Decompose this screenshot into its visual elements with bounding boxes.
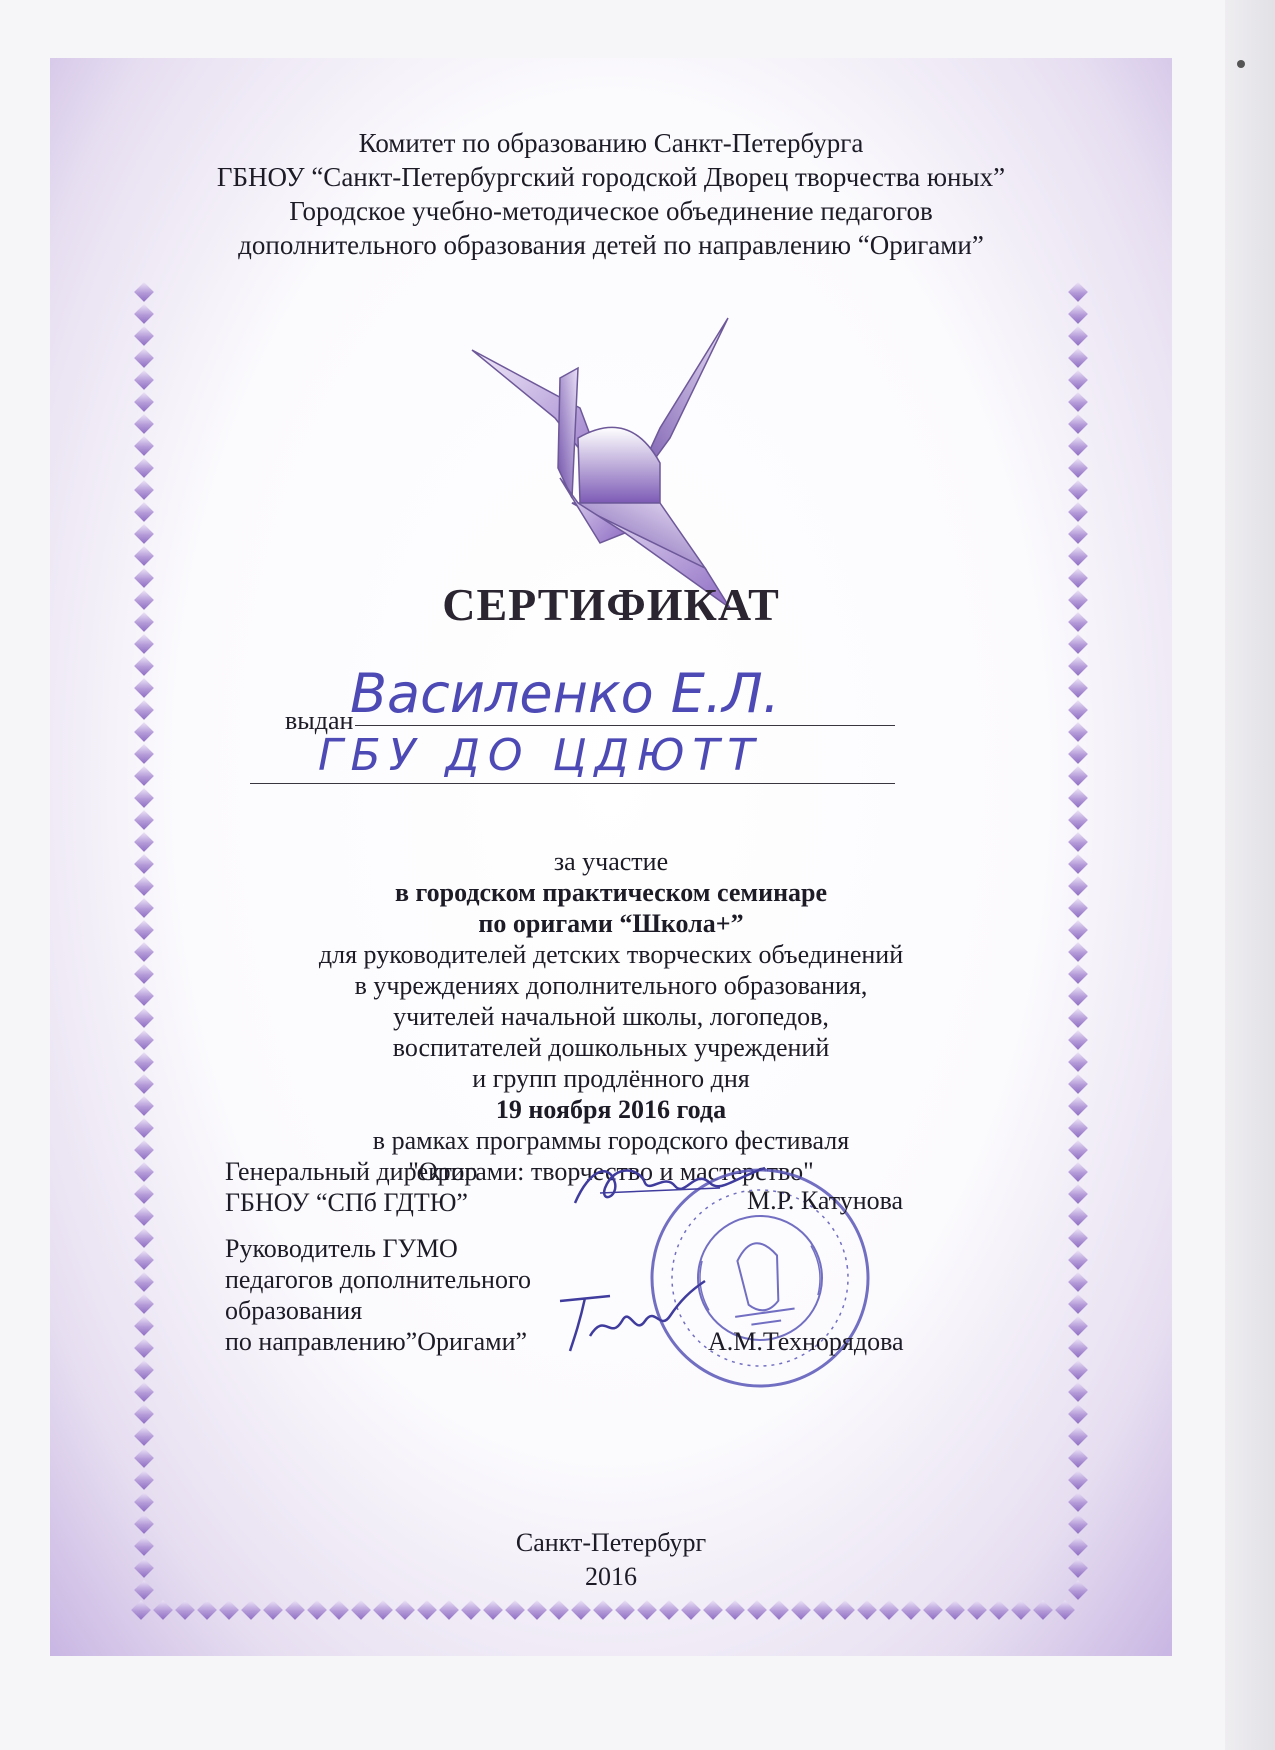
header-line-1: Комитет по образованию Санкт-Петербурга — [358, 128, 864, 158]
border-diamond — [1068, 436, 1088, 456]
head-signature — [550, 1276, 710, 1356]
border-diamond — [134, 1206, 154, 1226]
border-diamond — [263, 1600, 283, 1620]
border-diamond — [703, 1600, 723, 1620]
border-diamond — [967, 1600, 987, 1620]
border-diamond — [153, 1600, 173, 1620]
certificate-title: СЕРТИФИКАТ — [442, 579, 780, 630]
paper-edge — [1225, 0, 1275, 1750]
border-diamond — [1068, 1206, 1088, 1226]
border-diamond — [1068, 414, 1088, 434]
scan-mark — [1237, 60, 1245, 68]
border-diamond — [1068, 1470, 1088, 1490]
border-diamond — [1068, 348, 1088, 368]
border-diamond — [134, 1360, 154, 1380]
border-diamond — [1068, 766, 1088, 786]
border-diamond — [769, 1600, 789, 1620]
border-diamond — [134, 1316, 154, 1336]
border-diamond — [134, 1294, 154, 1314]
border-diamond — [1068, 634, 1088, 654]
body-line-4: для руководителей детских творческих объединений — [318, 940, 904, 969]
director-title — [225, 1156, 477, 1218]
border-diamond — [637, 1600, 657, 1620]
border-diamond — [134, 480, 154, 500]
body-line-6: учителей начальной школы, логопедов, — [393, 1002, 829, 1031]
border-diamond — [1068, 788, 1088, 808]
border-diamond — [134, 810, 154, 830]
border-diamond — [1068, 722, 1088, 742]
certificate-sheet — [50, 58, 1172, 1656]
border-diamond — [1068, 1492, 1088, 1512]
border-diamond — [134, 326, 154, 346]
border-diamond — [1068, 458, 1088, 478]
border-diamond — [1068, 700, 1088, 720]
border-diamond — [134, 1492, 154, 1512]
border-diamond — [1068, 392, 1088, 412]
director-title-line-1: Генеральный директор — [225, 1157, 478, 1186]
issued-label: выдан — [285, 706, 354, 735]
border-diamond — [351, 1600, 371, 1620]
header-line-2: ГБНОУ “Санкт-Петербургский городской Дворец творчества юных” — [216, 162, 1006, 192]
border-diamond — [329, 1600, 349, 1620]
body-line-7: воспитателей дошкольных учреждений — [392, 1033, 830, 1062]
border-diamond — [134, 414, 154, 434]
border-diamond — [134, 722, 154, 742]
border-diamond — [417, 1600, 437, 1620]
border-diamond — [1068, 1272, 1088, 1292]
border-diamond — [571, 1600, 591, 1620]
border-diamond — [134, 1250, 154, 1270]
border-diamond — [813, 1600, 833, 1620]
body-line-2: в городском практическом семинаре — [394, 878, 828, 907]
border-diamond — [134, 370, 154, 390]
border-diamond — [134, 656, 154, 676]
header-line-3: Городское учебно-методическое объединение педагогов — [289, 196, 933, 226]
border-diamond — [857, 1600, 877, 1620]
border-diamond — [1068, 810, 1088, 830]
border-diamond — [1068, 1294, 1088, 1314]
border-diamond — [439, 1600, 459, 1620]
certificate-footer — [50, 1526, 1172, 1594]
border-diamond — [131, 1600, 151, 1620]
border-diamond — [134, 304, 154, 324]
organization-underline — [250, 783, 895, 784]
border-diamond — [615, 1600, 635, 1620]
border-diamond — [1068, 1250, 1088, 1270]
border-diamond — [1068, 1382, 1088, 1402]
footer-city: Санкт-Петербург — [515, 1528, 707, 1557]
border-diamond — [549, 1600, 569, 1620]
border-diamond — [1033, 1600, 1053, 1620]
recipient-name: Василенко Е.Л. — [350, 662, 780, 725]
border-diamond — [1068, 1360, 1088, 1380]
border-diamond — [1068, 1228, 1088, 1248]
border-diamond — [1068, 678, 1088, 698]
border-diamond — [483, 1600, 503, 1620]
header-line-4: дополнительного образования детей по направлению “Оригами” — [238, 230, 984, 260]
border-diamond — [134, 1404, 154, 1424]
border-diamond — [134, 678, 154, 698]
border-diamond — [1068, 1184, 1088, 1204]
head-title-line-4: по направлению”Оригами” — [225, 1327, 528, 1356]
border-diamond — [1068, 1448, 1088, 1468]
border-diamond — [879, 1600, 899, 1620]
border-diamond — [923, 1600, 943, 1620]
border-diamond — [1068, 546, 1088, 566]
border-diamond — [219, 1600, 239, 1620]
border-diamond — [134, 1338, 154, 1358]
border-diamond — [1068, 480, 1088, 500]
border-diamond — [134, 458, 154, 478]
body-line-1: за участие — [553, 847, 669, 876]
border-diamond — [593, 1600, 613, 1620]
border-diamond — [1011, 1600, 1031, 1620]
border-diamond — [241, 1600, 261, 1620]
border-diamond — [134, 1184, 154, 1204]
body-line-5: в учреждениях дополнительного образования, — [354, 971, 868, 1000]
border-diamond — [901, 1600, 921, 1620]
border-diamond — [285, 1600, 305, 1620]
director-title-line-2: ГБНОУ “СПб ГДТЮ” — [225, 1188, 468, 1217]
border-diamond — [134, 1272, 154, 1292]
border-diamond — [791, 1600, 811, 1620]
border-diamond — [134, 1470, 154, 1490]
border-diamond — [395, 1600, 415, 1620]
border-diamond — [835, 1600, 855, 1620]
border-diamond — [1068, 282, 1088, 302]
certificate-body — [50, 846, 1172, 1187]
origami-crane-icon — [460, 288, 760, 618]
border-diamond — [1068, 1404, 1088, 1424]
border-diamond — [134, 1448, 154, 1468]
head-title-line-3: образования — [225, 1296, 363, 1325]
body-line-3: по оригами “Школа+” — [478, 909, 744, 938]
certificate-header — [50, 126, 1172, 262]
border-diamond — [197, 1600, 217, 1620]
border-diamond — [659, 1600, 679, 1620]
footer-year: 2016 — [585, 1562, 637, 1591]
border-diamond — [134, 1382, 154, 1402]
border-diamond — [505, 1600, 525, 1620]
body-line-10: в рамках программы городского фестиваля — [372, 1126, 850, 1155]
event-date: 19 ноября 2016 года — [495, 1095, 727, 1124]
border-diamond — [1068, 656, 1088, 676]
head-name: А.М.Технорядова — [708, 1327, 904, 1356]
border-diamond — [373, 1600, 393, 1620]
recipient-organization: ГБУ ДО ЦДЮТТ — [318, 730, 763, 781]
border-diamond — [307, 1600, 327, 1620]
border-diamond — [1068, 1316, 1088, 1336]
border-diamond — [134, 634, 154, 654]
border-diamond — [134, 392, 154, 412]
border-diamond — [461, 1600, 481, 1620]
border-diamond — [1068, 1426, 1088, 1446]
border-diamond — [725, 1600, 745, 1620]
border-diamond — [527, 1600, 547, 1620]
border-diamond — [747, 1600, 767, 1620]
border-diamond — [134, 546, 154, 566]
head-title-line-2: педагогов дополнительного — [225, 1265, 531, 1294]
head-title — [225, 1233, 531, 1357]
border-diamond — [681, 1600, 701, 1620]
border-diamond — [134, 766, 154, 786]
border-diamond — [1055, 1600, 1075, 1620]
border-diamond — [175, 1600, 195, 1620]
border-diamond — [1068, 1338, 1088, 1358]
border-diamond — [134, 700, 154, 720]
border-diamond — [1068, 524, 1088, 544]
border-diamond — [1068, 304, 1088, 324]
border-diamond — [134, 282, 154, 302]
director-signature — [570, 1148, 770, 1218]
head-title-line-1: Руководитель ГУМО — [225, 1234, 458, 1263]
border-diamond — [989, 1600, 1009, 1620]
director-name: М.Р. Катунова — [747, 1186, 904, 1215]
border-diamond — [1068, 326, 1088, 346]
border-diamond — [134, 502, 154, 522]
border-diamond — [945, 1600, 965, 1620]
border-diamond — [134, 744, 154, 764]
border-diamond — [134, 436, 154, 456]
border-diamond — [1068, 370, 1088, 390]
name-underline — [355, 725, 895, 726]
border-diamond — [134, 1228, 154, 1248]
border-diamond — [134, 1426, 154, 1446]
body-line-11: "Оригами: творчество и мастерство" — [408, 1157, 814, 1186]
border-diamond — [134, 788, 154, 808]
border-diamond — [1068, 744, 1088, 764]
body-line-8: и групп продлённого дня — [472, 1064, 750, 1093]
border-diamond — [134, 524, 154, 544]
border-diamond — [1068, 502, 1088, 522]
border-diamond — [134, 348, 154, 368]
diamond-border-bottom — [132, 1598, 1090, 1622]
